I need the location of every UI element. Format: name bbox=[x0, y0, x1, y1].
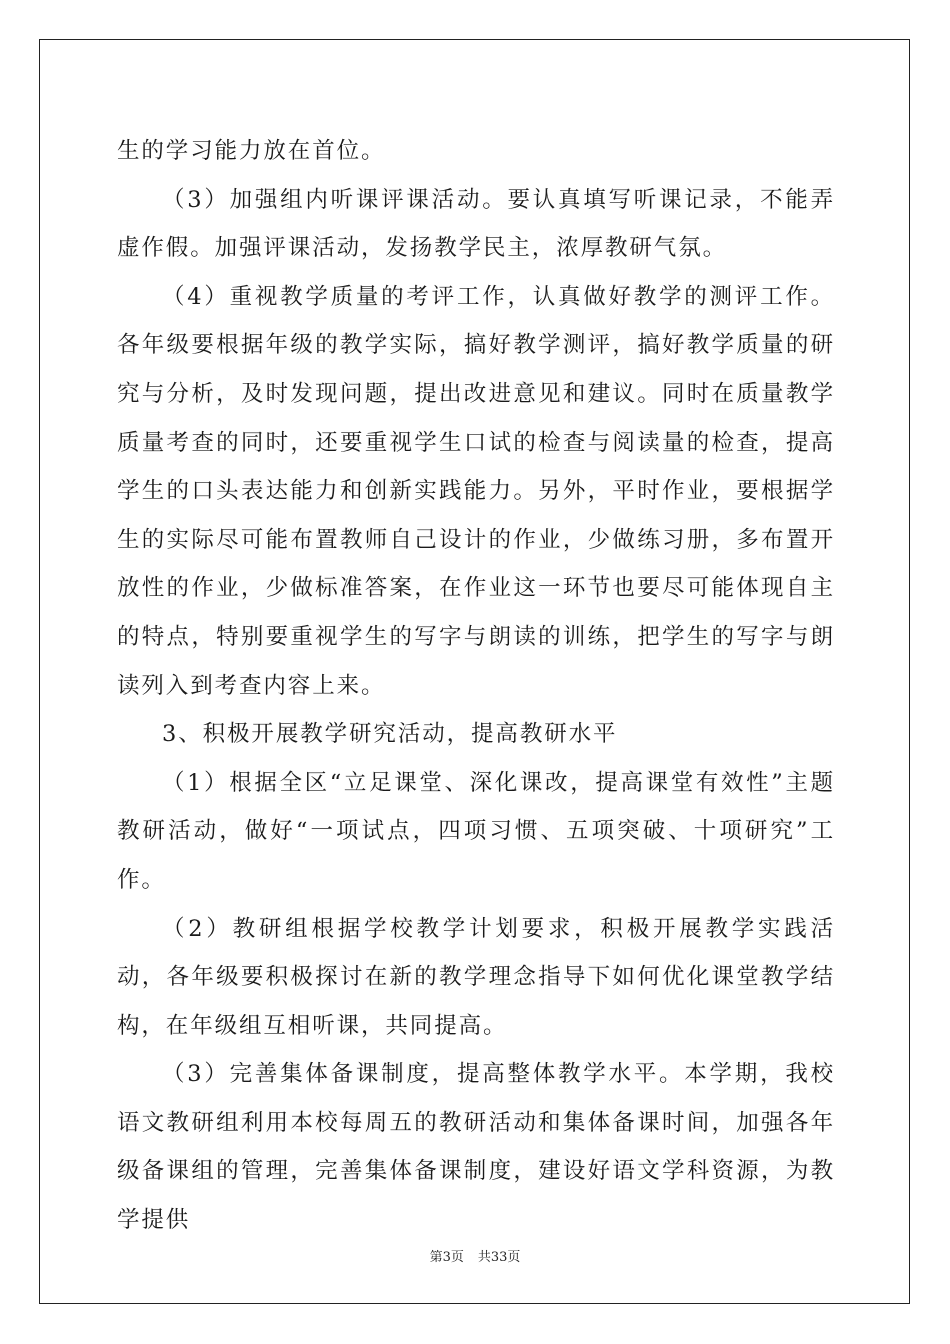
paragraph: （3）加强组内听课评课活动。要认真填写听课记录，不能弄虚作假。加强评课活动，发扬教学民主，浓厚教研气氛。 bbox=[117, 186, 835, 262]
section-heading: 3、积极开展教学研究活动，提高教研水平 bbox=[162, 721, 618, 748]
paragraph: （3）完善集体备课制度，提高整体教学水平。本学期，我校语文教研组利用本校每周五的教研活动和集体备课时间，加强各年级备课组的管理，完善集体备课制度，建设好语文学科资源，为教学提供 bbox=[117, 1061, 835, 1234]
paragraph: （1）根据全区“立足课堂、深化课改，提高课堂有效性”主题教研活动，做好“一项试点，四项习惯、五项突破、十项研究”工作。 bbox=[117, 769, 835, 893]
page-total: 共33页 bbox=[477, 1250, 521, 1265]
paragraph: （2）教研组根据学校教学计划要求，积极开展教学实践活动，各年级要积极探讨在新的教学理念指导下如何优化课堂教学结构，在年级组互相听课，共同提高。 bbox=[117, 915, 835, 1039]
paragraph: （4）重视教学质量的考评工作，认真做好教学的测评工作。各年级要根据年级的教学实际，搞好教学测评，搞好教学质量的研究与分析，及时发现问题，提出改进意见和建议。同时在质量教学质量考查的同时，还要重视学生口试的检查与阅读量的检查，提高学生的口头表达能力和创新实践能力。另外，平时作业，要根据学生的实际尽可能布置教师自己设计的作业，少做练习册，多布置开放性的作业，少做标准答案，在作业这一环节也要尽可能体现自主的特点，特别要重视学生的写字与朗读的训练，把学生的写字与朗读列入到考查内容上来。 bbox=[117, 283, 835, 699]
page-footer bbox=[0, 1246, 950, 1265]
paragraph: 生的学习能力放在首位。 bbox=[117, 138, 386, 164]
document-body bbox=[117, 127, 835, 1245]
page-number: 第3页 bbox=[429, 1250, 464, 1265]
